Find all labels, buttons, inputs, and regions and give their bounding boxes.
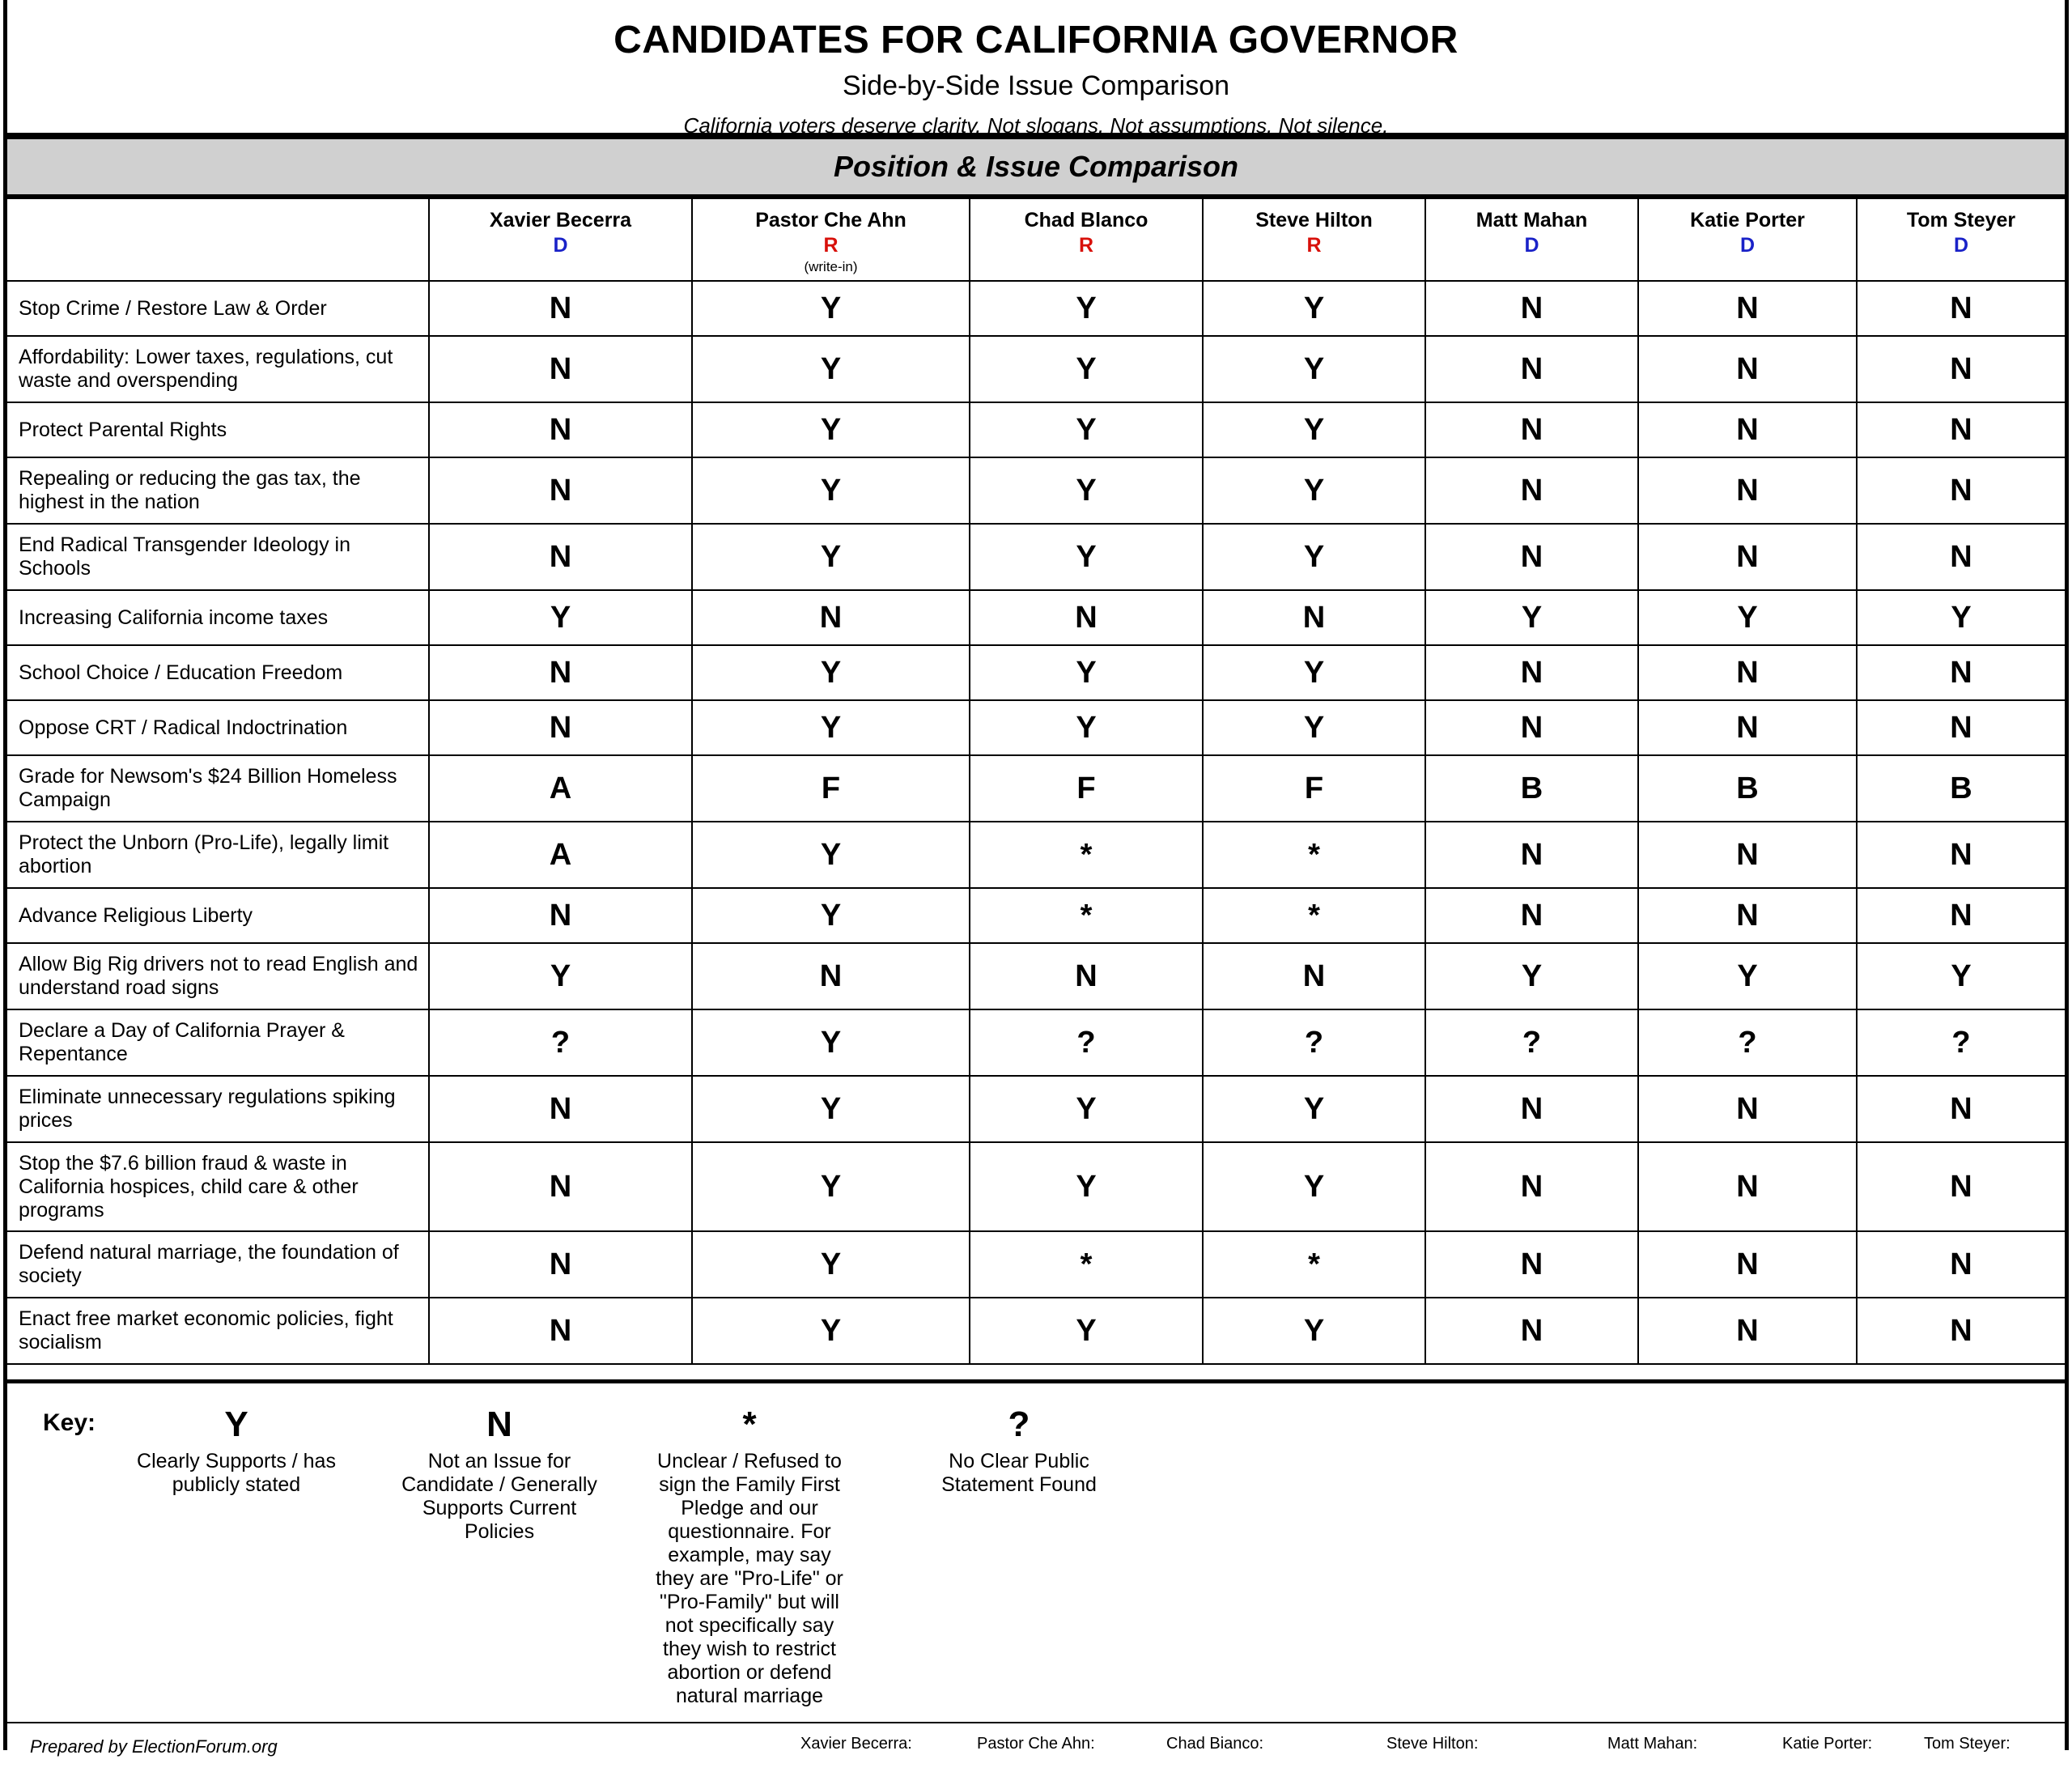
position-cell: N [1425, 457, 1638, 524]
key-item-question [914, 1404, 1124, 1497]
key-description: Not an Issue for Candidate / Generally Supports Current Policies [401, 1450, 597, 1543]
table-row [7, 457, 2065, 524]
position-cell: * [1203, 822, 1425, 888]
candidate-header [970, 198, 1203, 281]
position-cell: N [1638, 888, 1857, 943]
position-cell: N [1857, 645, 2065, 700]
position-cell: Y [692, 1231, 970, 1298]
position-cell: B [1638, 755, 1857, 822]
position-cell: Y [1425, 943, 1638, 1009]
table-row [7, 822, 2065, 888]
issue-cell: Allow Big Rig drivers not to read English and understand road signs [7, 943, 429, 1009]
position-cell: N [1425, 524, 1638, 590]
table-row [7, 1231, 2065, 1298]
position-cell: * [970, 1231, 1203, 1298]
position-cell: Y [692, 402, 970, 457]
issue-cell: Grade for Newsom's $24 Billion Homeless Campaign [7, 755, 429, 822]
table-row [7, 1142, 2065, 1231]
position-cell: ? [1857, 1009, 2065, 1076]
position-cell: N [1638, 281, 1857, 336]
position-cell: ? [429, 1009, 692, 1076]
comparison-page [3, 0, 2069, 1757]
position-cell: Y [692, 822, 970, 888]
candidate-name: Tom Steyer [1906, 209, 2016, 232]
position-cell: Y [692, 1009, 970, 1076]
table-row [7, 281, 2065, 336]
table-row [7, 336, 2065, 402]
position-cell: N [1425, 1231, 1638, 1298]
position-cell: N [1425, 281, 1638, 336]
position-cell: N [1638, 700, 1857, 755]
position-cell: * [1203, 888, 1425, 943]
issue-cell: Declare a Day of California Prayer & Repentance [7, 1009, 429, 1076]
position-cell: Y [1203, 457, 1425, 524]
party-label: R [1306, 234, 1322, 257]
comparison-table [7, 198, 2065, 1365]
position-cell: Y [692, 336, 970, 402]
position-cell: Y [1203, 700, 1425, 755]
key-description: Clearly Supports / has publicly stated [137, 1450, 336, 1496]
candidate-note: (write-in) [804, 259, 858, 274]
table-row [7, 700, 2065, 755]
position-cell: Y [692, 1076, 970, 1142]
table-bottom-rule [7, 1365, 2065, 1383]
table-row [7, 1009, 2065, 1076]
position-cell: Y [692, 1298, 970, 1364]
page-tagline: California voters deserve clarity. Not slogans. Not assumptions. Not silence. [683, 113, 1389, 138]
position-cell: Y [1203, 281, 1425, 336]
position-cell: Y [970, 1142, 1203, 1231]
position-cell: * [1203, 1231, 1425, 1298]
position-cell: N [1857, 402, 2065, 457]
position-cell: Y [1857, 590, 2065, 645]
table-row [7, 590, 2065, 645]
position-cell: Y [970, 457, 1203, 524]
position-cell: N [970, 943, 1203, 1009]
key-item-y [127, 1404, 346, 1497]
candidate-header [1203, 198, 1425, 281]
position-cell: N [429, 700, 692, 755]
candidate-name: Steve Hilton [1255, 209, 1373, 232]
position-cell: N [692, 590, 970, 645]
table-row [7, 645, 2065, 700]
position-cell: Y [970, 1076, 1203, 1142]
position-cell: N [1857, 1298, 2065, 1364]
candidate-header [692, 198, 970, 281]
position-cell: ? [1638, 1009, 1857, 1076]
key-item-n [390, 1404, 609, 1544]
table-row [7, 1076, 2065, 1142]
position-cell: F [970, 755, 1203, 822]
issue-cell: Increasing California income taxes [7, 590, 429, 645]
key-label: Key: [43, 1409, 96, 1436]
position-cell: Y [970, 700, 1203, 755]
position-cell: Y [692, 645, 970, 700]
key-symbol: ? [1008, 1404, 1030, 1444]
position-cell: Y [1638, 943, 1857, 1009]
position-cell: N [1857, 700, 2065, 755]
position-cell: Y [1638, 590, 1857, 645]
key-description: No Clear Public Statement Found [941, 1450, 1097, 1496]
position-cell: Y [692, 281, 970, 336]
issue-cell: Repealing or reducing the gas tax, the highest in the nation [7, 457, 429, 524]
position-cell: Y [692, 888, 970, 943]
position-cell: A [429, 822, 692, 888]
key-symbol: * [742, 1404, 757, 1444]
position-cell: N [1425, 822, 1638, 888]
position-cell: N [429, 888, 692, 943]
position-cell: N [970, 590, 1203, 645]
position-cell: Y [692, 700, 970, 755]
party-label: R [1078, 234, 1094, 257]
party-label: R [823, 234, 839, 257]
party-label: D [1953, 234, 1969, 257]
position-cell: Y [1425, 590, 1638, 645]
position-cell: N [1425, 336, 1638, 402]
table-row [7, 1298, 2065, 1364]
position-cell: N [1425, 1076, 1638, 1142]
position-cell: ? [1203, 1009, 1425, 1076]
position-cell: B [1425, 755, 1638, 822]
position-cell: * [970, 822, 1203, 888]
position-cell: N [1857, 336, 2065, 402]
candidate-name: Pastor Che Ahn [755, 209, 906, 232]
position-cell: N [1638, 402, 1857, 457]
position-cell: N [1857, 281, 2065, 336]
table-row [7, 943, 2065, 1009]
key-item-asterisk [652, 1404, 847, 1708]
position-cell: N [1857, 822, 2065, 888]
key-symbol: Y [224, 1404, 248, 1444]
position-cell: N [429, 281, 692, 336]
candidate-header [1857, 198, 2065, 281]
position-cell: F [1203, 755, 1425, 822]
table-row [7, 402, 2065, 457]
position-cell: Y [970, 1298, 1203, 1364]
position-cell: F [692, 755, 970, 822]
position-cell: N [1203, 590, 1425, 645]
candidate-name: Matt Mahan [1475, 209, 1588, 232]
table-row [7, 888, 2065, 943]
position-cell: N [1638, 1231, 1857, 1298]
footer-candidate-label: Pastor Che Ahn: [977, 1735, 1095, 1753]
table-row [7, 524, 2065, 590]
position-cell: Y [970, 336, 1203, 402]
position-cell: N [1425, 645, 1638, 700]
position-cell: N [1857, 1231, 2065, 1298]
position-cell: N [429, 1076, 692, 1142]
position-cell: N [1638, 336, 1857, 402]
section-title: Position & Issue Comparison [7, 139, 2065, 198]
candidate-header [1638, 198, 1857, 281]
position-cell: Y [1203, 1298, 1425, 1364]
position-cell: N [1638, 457, 1857, 524]
position-cell: Y [692, 1142, 970, 1231]
page-header [7, 0, 2065, 139]
issue-cell: Oppose CRT / Radical Indoctrination [7, 700, 429, 755]
position-cell: N [1638, 822, 1857, 888]
position-cell: Y [1203, 402, 1425, 457]
position-cell: Y [1203, 1142, 1425, 1231]
issue-cell: Stop the $7.6 billion fraud & waste in California hospices, child care & other programs [7, 1142, 429, 1231]
page-title: CANDIDATES FOR CALIFORNIA GOVERNOR [614, 19, 1458, 62]
position-cell: Y [1203, 524, 1425, 590]
footer-candidate-label: Tom Steyer: [1924, 1735, 2010, 1753]
party-label: D [553, 234, 568, 257]
issue-cell: Stop Crime / Restore Law & Order [7, 281, 429, 336]
issue-column-header [7, 198, 429, 281]
footer-candidate-label: Xavier Becerra: [800, 1735, 912, 1753]
position-cell: Y [1203, 336, 1425, 402]
position-cell: N [692, 943, 970, 1009]
position-cell: N [1857, 524, 2065, 590]
position-cell: Y [970, 281, 1203, 336]
key-description: Unclear / Refused to sign the Family First Pledge and our questionnaire. For example, may say they are "Pro-Life" or "Pro-Family" but will not specifically say they wish to restrict abortion or defend natural marriage [656, 1450, 843, 1707]
position-cell: N [429, 336, 692, 402]
position-cell: Y [429, 943, 692, 1009]
candidate-name: Katie Porter [1690, 209, 1805, 232]
table-row [7, 755, 2065, 822]
issue-cell: Eliminate unnecessary regulations spiking prices [7, 1076, 429, 1142]
position-cell: N [1857, 457, 2065, 524]
footer-candidate-label: Katie Porter: [1782, 1735, 1873, 1753]
issue-cell: Advance Religious Liberty [7, 888, 429, 943]
position-cell: Y [429, 590, 692, 645]
position-cell: Y [1857, 943, 2065, 1009]
candidate-name: Chad Blanco [1024, 209, 1149, 232]
issue-cell: Defend natural marriage, the foundation of society [7, 1231, 429, 1298]
position-cell: Y [1203, 1076, 1425, 1142]
issue-cell: Protect the Unborn (Pro-Life), legally limit abortion [7, 822, 429, 888]
table-header [7, 198, 2065, 281]
issue-cell: Affordability: Lower taxes, regulations, cut waste and overspending [7, 336, 429, 402]
position-cell: N [429, 402, 692, 457]
issue-cell: End Radical Transgender Ideology in Schools [7, 524, 429, 590]
position-cell: Y [970, 402, 1203, 457]
position-cell: N [1857, 1142, 2065, 1231]
position-cell: N [1425, 1298, 1638, 1364]
position-cell: Y [970, 645, 1203, 700]
position-cell: N [1425, 888, 1638, 943]
position-cell: ? [970, 1009, 1203, 1076]
position-cell: N [1638, 1298, 1857, 1364]
prepared-by: Prepared by ElectionForum.org [30, 1736, 278, 1757]
page-footer [7, 1723, 2065, 1772]
position-cell: N [429, 645, 692, 700]
legend-key [7, 1383, 2065, 1723]
position-cell: N [1638, 645, 1857, 700]
position-cell: N [429, 524, 692, 590]
footer-candidate-label: Steve Hilton: [1386, 1735, 1479, 1753]
table-body [7, 281, 2065, 1364]
position-cell: N [1638, 524, 1857, 590]
footer-candidate-label: Matt Mahan: [1607, 1735, 1698, 1753]
position-cell: N [1857, 888, 2065, 943]
position-cell: N [1425, 402, 1638, 457]
position-cell: N [429, 1298, 692, 1364]
footer-candidate-label: Chad Bianco: [1166, 1735, 1264, 1753]
candidate-header [1425, 198, 1638, 281]
position-cell: Y [692, 457, 970, 524]
position-cell: N [1425, 700, 1638, 755]
position-cell: N [1857, 1076, 2065, 1142]
position-cell: * [970, 888, 1203, 943]
issue-cell: School Choice / Education Freedom [7, 645, 429, 700]
position-cell: B [1857, 755, 2065, 822]
party-label: D [1739, 234, 1756, 257]
position-cell: N [1638, 1076, 1857, 1142]
position-cell: Y [692, 524, 970, 590]
position-cell: Y [1203, 645, 1425, 700]
position-cell: A [429, 755, 692, 822]
position-cell: ? [1425, 1009, 1638, 1076]
position-cell: N [1425, 1142, 1638, 1231]
key-symbol: N [486, 1404, 512, 1444]
position-cell: N [1638, 1142, 1857, 1231]
position-cell: N [429, 457, 692, 524]
position-cell: N [429, 1231, 692, 1298]
issue-cell: Protect Parental Rights [7, 402, 429, 457]
position-cell: N [1203, 943, 1425, 1009]
candidate-name: Xavier Becerra [489, 209, 632, 232]
party-label: D [1524, 234, 1539, 257]
issue-cell: Enact free market economic policies, fight socialism [7, 1298, 429, 1364]
candidate-header [429, 198, 692, 281]
page-subtitle: Side-by-Side Issue Comparison [842, 70, 1230, 101]
position-cell: Y [970, 524, 1203, 590]
position-cell: N [429, 1142, 692, 1231]
